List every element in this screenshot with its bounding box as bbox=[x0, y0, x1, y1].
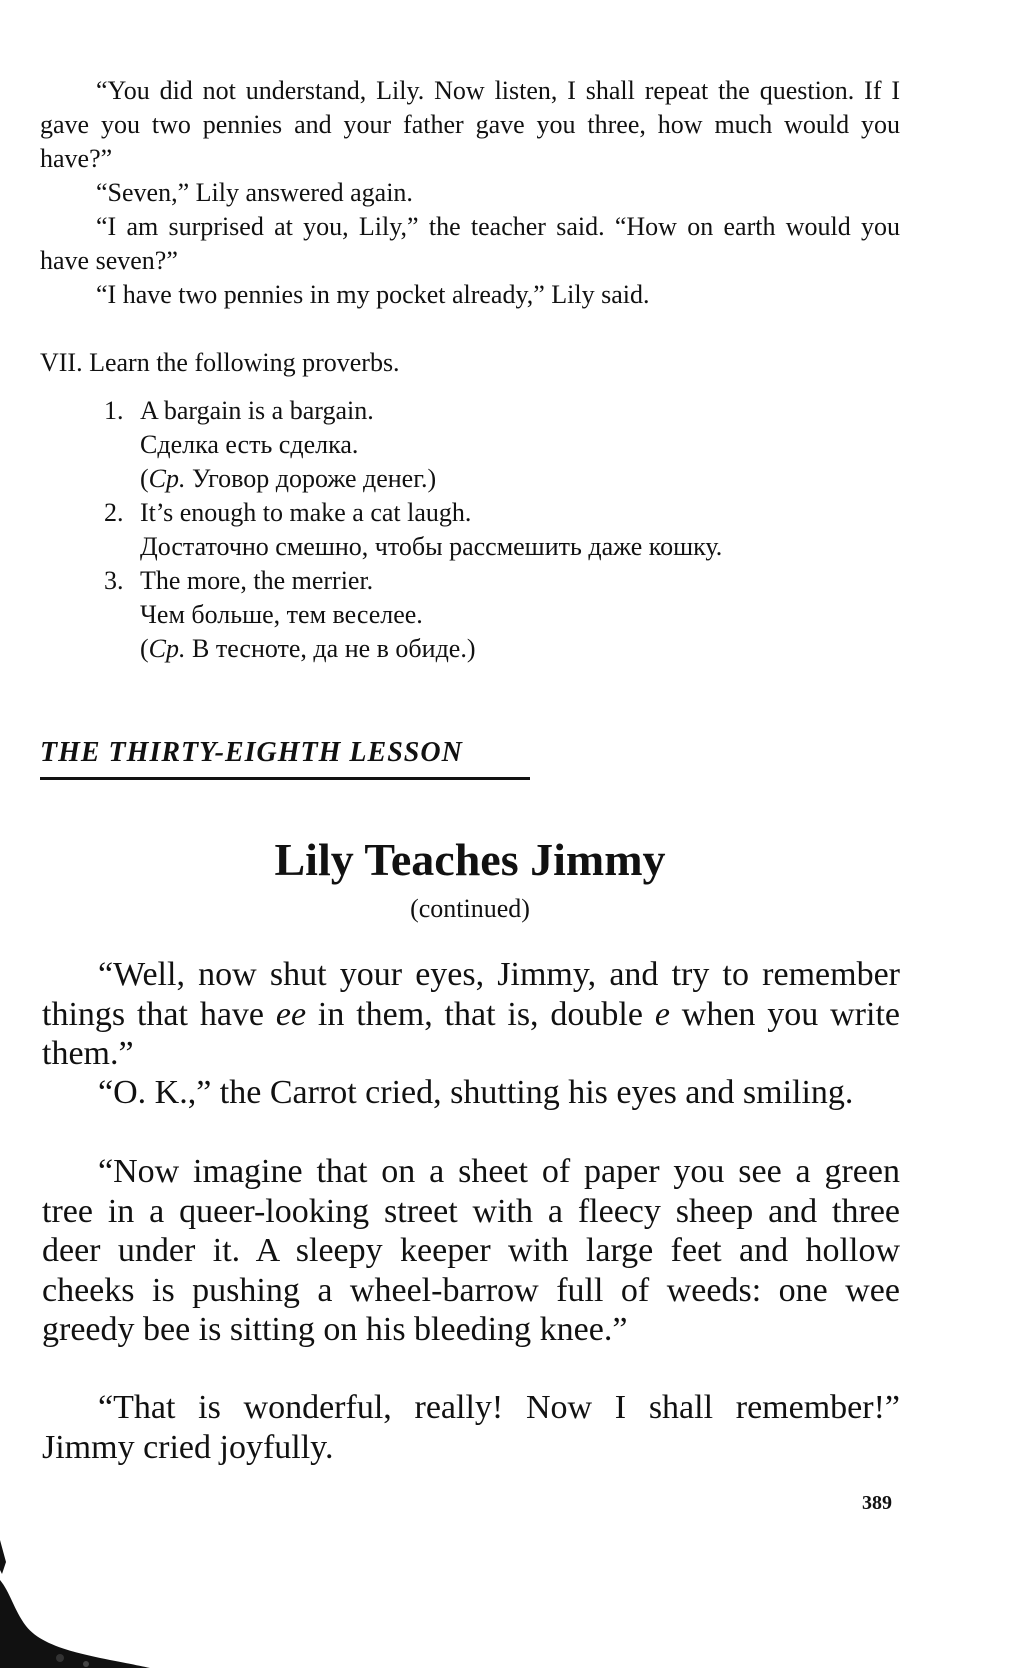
scan-stain-mark bbox=[0, 1540, 150, 1668]
dialogue-paragraph-2: “Seven,” Lily answered again. bbox=[96, 178, 413, 207]
dialogue-paragraph-3: “I am surprised at you, Lily,” the teacher said. “How on earth would you have seven?” bbox=[40, 212, 900, 275]
proverb-compare: (Ср. Уговор дороже денег.) bbox=[140, 464, 437, 493]
proverb-number: 2. bbox=[104, 498, 124, 527]
proverb-russian: Сделка есть сделка. bbox=[140, 430, 359, 459]
story-paragraph-3: “Now imagine that on a sheet of paper you see a green tree in a queer-looking street with a fleecy sheep and three deer under it. A sleepy keeper with large feet and hollow cheeks is pushing a wheel-barrow full of weeds: one wee greedy bee is sitting on his bleeding knee.” bbox=[42, 1153, 900, 1348]
story-paragraph-4: “That is wonderful, really! Now I shall remember!” Jimmy cried joyfully. bbox=[42, 1389, 900, 1466]
proverb-english: It’s enough to make a cat laugh. bbox=[140, 498, 472, 527]
proverb-number: 3. bbox=[104, 566, 124, 595]
proverb-item bbox=[104, 564, 904, 666]
proverb-item bbox=[104, 496, 904, 564]
story-subtitle: (continued) bbox=[410, 894, 530, 923]
proverb-english: A bargain is a bargain. bbox=[140, 396, 374, 425]
dialogue-paragraph-4: “I have two pennies in my pocket already,” Lily said. bbox=[96, 280, 650, 309]
dialogue-paragraph-1: “You did not understand, Lily. Now listen, I shall repeat the question. If I gave you two pennies and your father gave you three, how much would you have?” bbox=[40, 76, 900, 173]
proverb-item bbox=[104, 394, 904, 496]
story-paragraph-2: “O. K.,” the Carrot cried, shutting his eyes and smiling. bbox=[98, 1074, 854, 1111]
story-paragraph-1: “Well, now shut your eyes, Jimmy, and try to remember things that have ee in them, that is, double e when you write them.” bbox=[42, 956, 900, 1072]
exercise-title: VII. Learn the following proverbs. bbox=[40, 348, 400, 377]
lesson-heading: THE THIRTY-EIGHTH LESSON bbox=[40, 733, 530, 780]
page-number: 389 bbox=[862, 1492, 892, 1514]
proverb-list bbox=[104, 394, 904, 666]
story-title: Lily Teaches Jimmy bbox=[274, 834, 666, 885]
proverb-number: 1. bbox=[104, 396, 124, 425]
proverb-english: The more, the merrier. bbox=[140, 566, 374, 595]
proverb-russian: Чем больше, тем веселее. bbox=[140, 600, 423, 629]
proverb-russian: Достаточно смешно, чтобы рассмешить даже кошку. bbox=[140, 532, 723, 561]
proverb-compare: (Ср. В тесноте, да не в обиде.) bbox=[140, 634, 476, 663]
